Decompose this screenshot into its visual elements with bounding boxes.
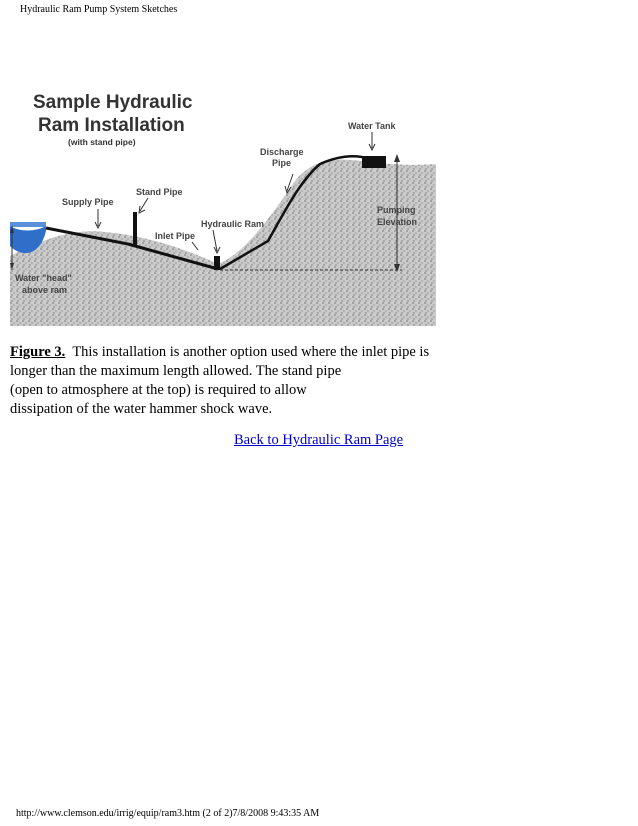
page-header: Hydraulic Ram Pump System Sketches <box>20 4 178 15</box>
caption-line2: longer than the maximum length allowed. The stand pipe <box>10 363 342 379</box>
stand-pipe <box>133 212 137 245</box>
page-footer-url: http://www.clemson.edu/irrig/equip/ram3.htm (2 of 2)7/8/2008 9:43:35 AM <box>16 808 320 819</box>
label-discharge-line2: Pipe <box>272 158 292 168</box>
figure-title-line1: Sample Hydraulic <box>33 92 193 113</box>
caption-label: Figure 3. <box>10 344 66 360</box>
label-pumping-line2: Elevation <box>377 217 418 227</box>
figure-subtitle: (with stand pipe) <box>68 137 136 147</box>
label-hydraulic-ram: Hydraulic Ram <box>201 219 265 229</box>
caption-line1: This installation is another option used where the inlet pipe is <box>72 344 430 360</box>
label-head-line2: above ram <box>22 285 68 295</box>
figure-caption <box>10 343 450 419</box>
water-tank <box>362 156 386 168</box>
water-surface <box>10 222 46 227</box>
label-supply-pipe: Supply Pipe <box>62 197 114 207</box>
label-inlet-pipe: Inlet Pipe <box>155 231 196 241</box>
label-pumping-line1: Pumping <box>377 205 416 215</box>
ground-terrain <box>10 160 436 326</box>
figure-drawing <box>10 86 436 326</box>
ram-installation-figure <box>10 86 436 326</box>
label-stand-pipe: Stand Pipe <box>136 187 183 197</box>
hydraulic-ram <box>214 256 220 270</box>
caption-line4: dissipation of the water hammer shock wave. <box>10 401 273 417</box>
label-discharge-line1: Discharge <box>260 147 304 157</box>
figure-title-line2: Ram Installation <box>38 115 185 136</box>
label-head-line1: Water "head" <box>15 273 72 283</box>
caption-line3: (open to atmosphere at the top) is required to allow <box>10 382 307 398</box>
back-to-hydraulic-ram-link[interactable]: Back to Hydraulic Ram Page <box>234 432 404 448</box>
label-water-tank: Water Tank <box>348 121 396 131</box>
